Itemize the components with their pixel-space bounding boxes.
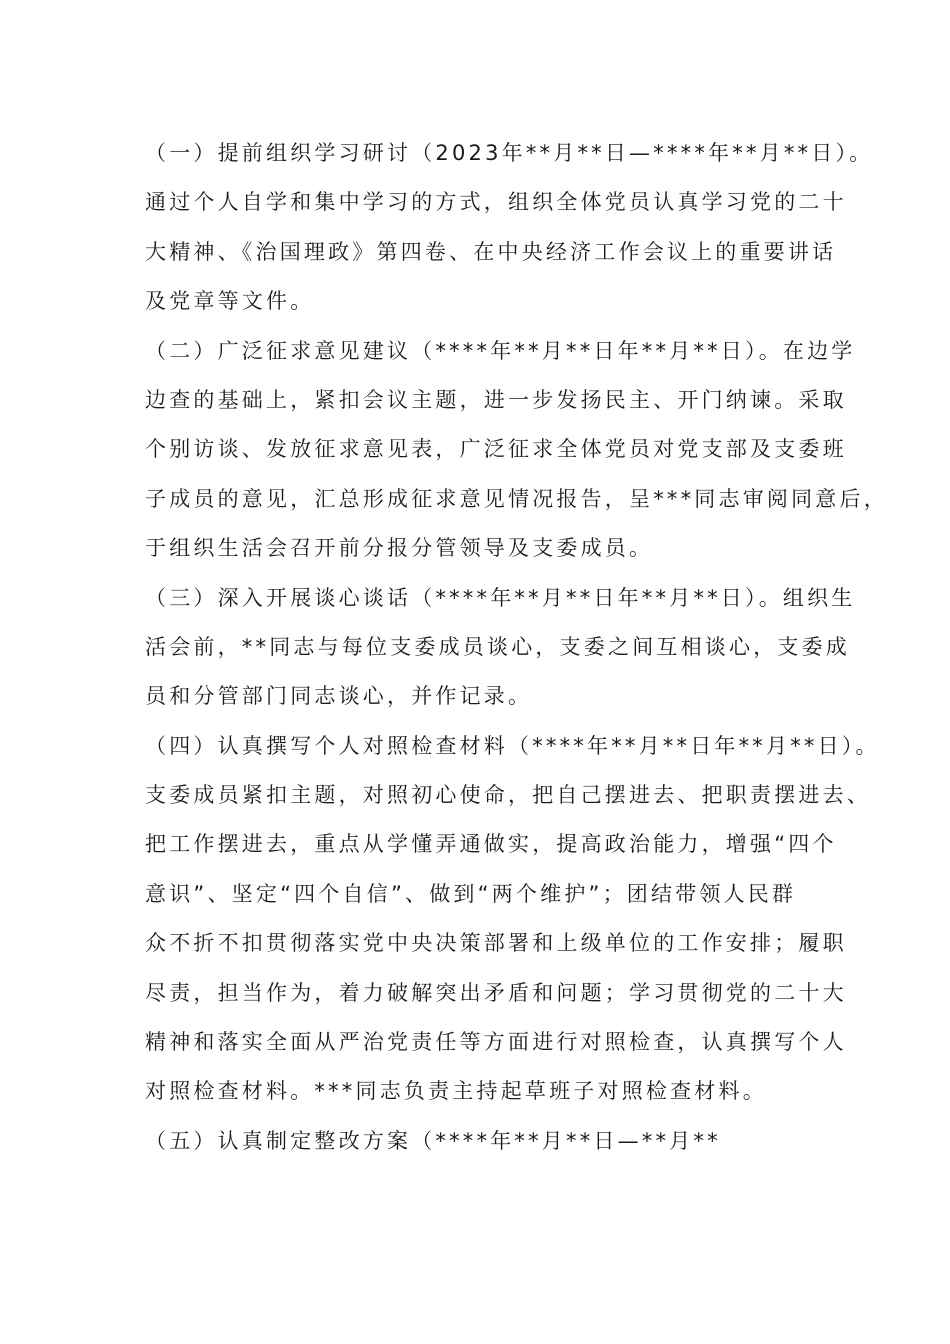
paragraph-line: 把工作摆进去，重点从学懂弄通做实，提高政治能力，增强“四个	[145, 832, 837, 857]
section-1-heading-line: （一）提前组织学习研讨（2023年**月**日—****年**月**日）。	[145, 141, 874, 165]
paragraph-line: 支委成员紧扣主题，对照初心使命，把自己摆进去、把职责摆进去、	[145, 783, 871, 808]
paragraph-line: 通过个人自学和集中学习的方式，组织全体党员认真学习党的二十	[145, 190, 847, 215]
paragraph-line: 员和分管部门同志谈心，并作记录。	[145, 684, 533, 709]
paragraph-line: 及党章等文件。	[145, 289, 315, 314]
paragraph-line: 大精神、《治国理政》第四卷、在中央经济工作会议上的重要讲话	[145, 239, 837, 264]
section-2-heading-line: （二）广泛征求意见建议（****年**月**日年**月**日）。在边学	[145, 338, 856, 363]
paragraph-line: 活会前，**同志与每位支委成员谈心，支委之间互相谈心，支委成	[145, 634, 850, 659]
paragraph-line: 对照检查材料。***同志负责主持起草班子对照检查材料。	[145, 1079, 767, 1104]
paragraph-line: 于组织生活会召开前分报分管领导及支委成员。	[145, 536, 654, 561]
paragraph-line: 边查的基础上，紧扣会议主题，进一步发扬民主、开门纳谏。采取	[145, 387, 847, 412]
paragraph-line: 众不折不扣贯彻落实党中央决策部署和上级单位的工作安排；履职	[145, 931, 847, 956]
paragraph-line: 个别访谈、发放征求意见表，广泛征求全体党员对党支部及支委班	[145, 437, 847, 462]
section-5-heading-line: （五）认真制定整改方案（****年**月**日—**月**	[145, 1128, 721, 1153]
section-4-heading-line: （四）认真撰写个人对照检查材料（****年**月**日年**月**日）。	[145, 733, 880, 758]
section-3-heading-line: （三）深入开展谈心谈话（****年**月**日年**月**日）。组织生	[145, 585, 856, 610]
paragraph-line: 意识”、坚定“四个自信”、做到“两个维护”；团结带领人民群	[145, 881, 797, 906]
paragraph-line: 尽责，担当作为，着力破解突出矛盾和问题；学习贯彻党的二十大	[145, 980, 847, 1005]
paragraph-line: 精神和落实全面从严治党责任等方面进行对照检查，认真撰写个人	[145, 1030, 847, 1055]
document-body	[145, 129, 888, 1166]
paragraph-line: 子成员的意见，汇总形成征求意见情况报告，呈***同志审阅同意后，	[145, 486, 888, 511]
